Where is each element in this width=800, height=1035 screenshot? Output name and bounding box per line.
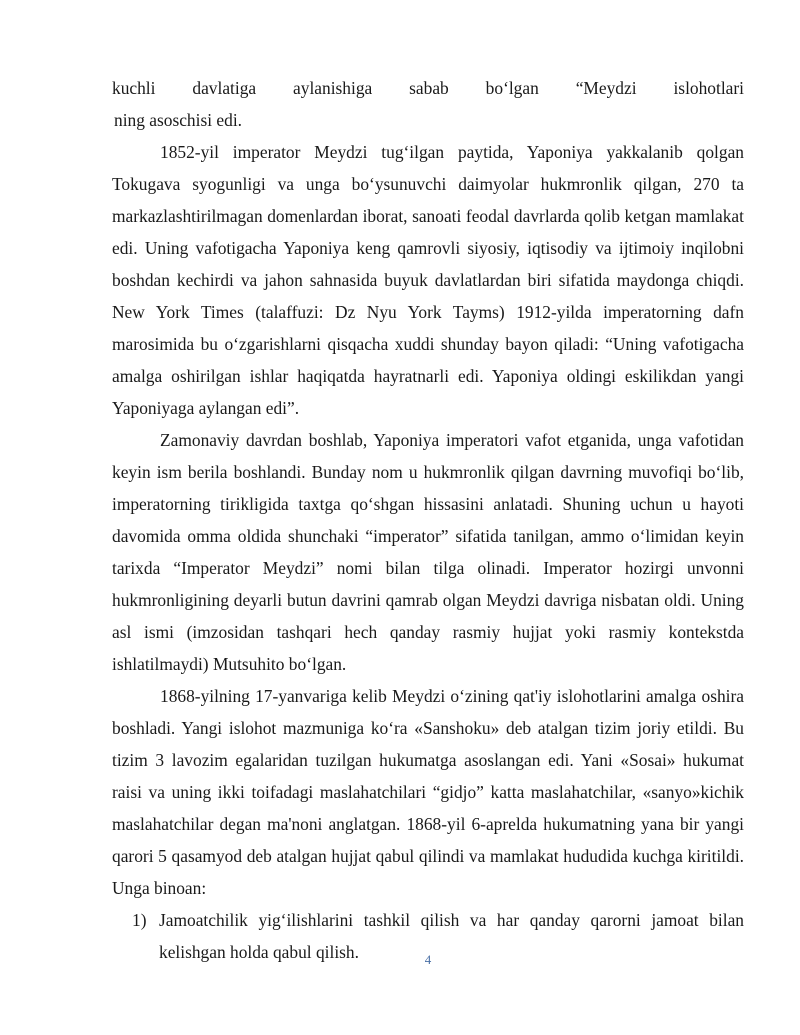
- continued-line: kuchli davlatiga aylanishiga sabab bo‘lgan “Meydzi islohotlari: [112, 78, 744, 98]
- list-item-number: 1): [132, 910, 147, 930]
- paragraph-1: 1852-yil imperator Meydzi tug‘ilgan paytida, Yaponiya yakkalanib qolgan Tokugava syogunligi va unga bo‘ysunuvchi daimyolar hukmronlik qilgan, 270 ta markazlashtirilmagan domenlardan iborat, sanoati feodal davrlarda qolib ketgan mamlakat edi. Uning vafotigacha Yaponiya keng qamrovli siyosiy, iqtisodiy va ijtimoiy inqilobni boshdan kechirdi va jahon sahnasida buyuk davlatlardan biri sifatida maydonga chiqdi. New York Times (talaffuzi: Dz Nyu York Tayms) 1912-yilda imperatorning dafn marosimida bu o‘zgarishlarni qisqacha xuddi shunday bayon qiladi: “Uning vafotigacha amalga oshirilgan ishlar haqiqatda hayratnarli edi. Yaponiya oldingi eskilikdan yangi Yaponiyaga aylangan edi”.: [112, 142, 744, 418]
- continued-line-end: ning asoschisi edi.: [114, 110, 243, 130]
- page-number: 4: [424, 952, 432, 967]
- document-page: [112, 72, 744, 968]
- paragraph-2: Zamonaviy davrdan boshlab, Yaponiya imperatori vafot etganida, unga vafotidan keyin ism berila boshlandi. Bunday nom u hukmronlik qilgan davrning muvofiqi bo‘lib, imperatorning tirikligida taxtga qo‘shgan hissasini anlatadi. Shuning uchun u hayoti davomida omma oldida shunchaki “imperator” sifatida tanilgan, ammo o‘limidan keyin tarixda “Imperator Meydzi” nomi bilan tilga olinadi. Imperator hozirgi unvonni hukmronligining deyarli butun davrini qamrab olgan Meydzi davriga nisbatan oldi. Uning asl ismi (imzosidan tashqari hech qanday rasmiy hujjat yoki rasmiy kontekstda ishlatilmaydi) Mutsuhito bo‘lgan.: [112, 430, 744, 674]
- paragraph-3: 1868-yilning 17-yanvariga kelib Meydzi o‘zining qat'iy islohotlarini amalga oshira boshladi. Yangi islohot mazmuniga ko‘ra «Sanshoku» deb atalgan tizim joriy etildi. Bu tizim 3 lavozim egalaridan tuzilgan hukumatga asoslangan edi. Yani «Sosai» hukumat raisi va uning ikki toifadagi maslahatchilari “gidjo” katta maslahatchilar, «sanyo»kichik maslahatchilar degan ma'noni anglatgan. 1868-yil 6-aprelda hukumatning yana bir yangi qarori 5 qasamyod deb atalgan hujjat qabul qilindi va mamlakat hududida kuchga kiritildi. Unga binoan:: [112, 686, 744, 898]
- list-item-text: Jamoatchilik yig‘ilishlarini tashkil qilish va har qanday qarorni jamoat bilan kelishgan holda qabul qilish.: [159, 910, 744, 962]
